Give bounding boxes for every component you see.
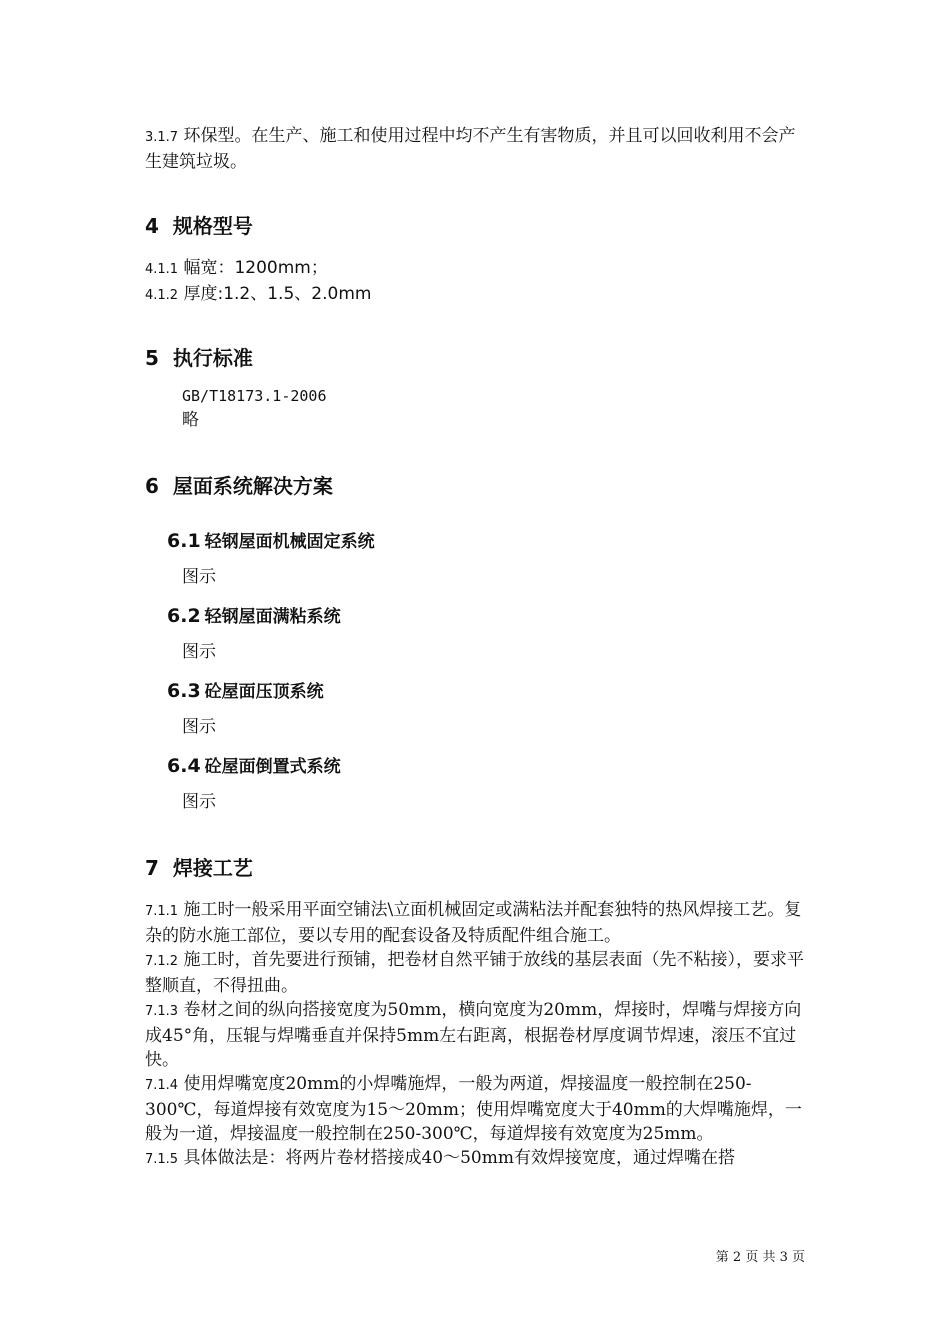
figure-placeholder-6-2: 图示: [182, 642, 216, 662]
section-heading-5: 5 执行标准: [145, 346, 253, 370]
section-heading-6: 6 屋面系统解决方案: [145, 474, 333, 498]
figure-placeholder-6-1: 图示: [182, 567, 216, 587]
section-heading-4: 4 规格型号: [145, 214, 253, 238]
subsection-heading-6-1: 6.1 轻钢屋面机械固定系统: [167, 530, 375, 552]
subsection-heading-6-4: 6.4 砼屋面倒置式系统: [167, 755, 341, 777]
page-content: [145, 124, 810, 1172]
paragraph-7-1-5: 7.1.5 具体做法是：将两片卷材搭接成40～50mm有效焊接宽度，通过焊嘴在搭: [145, 1148, 735, 1168]
paragraph-7-1-1: 7.1.1 施工时一般采用平面空铺法\立面机械固定或满粘法并配套独特的热风焊接工艺。复杂的防水施工部位，要以专用的配套设备及特质配件组合施工。: [145, 900, 802, 946]
paragraph-7-1-3: 7.1.3 卷材之间的纵向搭接宽度为50mm，横向宽度为20mm，焊接时，焊嘴与焊接方向成45°角，压辊与焊嘴垂直并保持5mm左右距离，根据卷材厚度调节焊速，滚压不宜过快。: [145, 1000, 802, 1070]
figure-placeholder-6-4: 图示: [182, 792, 216, 812]
paragraph-7-1-4: 7.1.4 使用焊嘴宽度20mm的小焊嘴施焊，一般为两道，焊接温度一般控制在250-300℃，每道焊接有效宽度为15～20mm；使用焊嘴宽度大于40mm的大焊嘴施焊，一般为一道，焊接温度一般控制在250-300℃，每道焊接有效宽度为25mm。: [145, 1074, 802, 1144]
subsection-heading-6-3: 6.3 砼屋面压顶系统: [167, 680, 324, 702]
figure-placeholder-6-3: 图示: [182, 717, 216, 737]
standard-note: 略: [182, 410, 199, 430]
paragraph-7-1-2: 7.1.2 施工时，首先要进行预铺，把卷材自然平铺于放线的基层表面（先不粘接），要求平整顺直，不得扭曲。: [145, 950, 804, 996]
section-heading-7: 7 焊接工艺: [145, 856, 253, 880]
standard-code: GB/T18173.1-2006: [182, 387, 327, 405]
page-footer: 第 2 页 共 3 页: [715, 1250, 805, 1265]
paragraph-3-1-7: [145, 124, 810, 174]
paragraph-4-1-2: 4.1.2 厚度:1.2、1.5、2.0mm: [145, 284, 372, 304]
paragraph-4-1-1: 4.1.1 幅宽：1200mm；: [145, 258, 328, 278]
clause-number: 3.1.7: [145, 130, 179, 145]
subsection-heading-6-2: 6.2 轻钢屋面满粘系统: [167, 605, 341, 627]
clause-text: 环保型。在生产、施工和使用过程中均不产生有害物质，并且可以回收利用不会产生建筑垃圾。: [145, 126, 796, 172]
